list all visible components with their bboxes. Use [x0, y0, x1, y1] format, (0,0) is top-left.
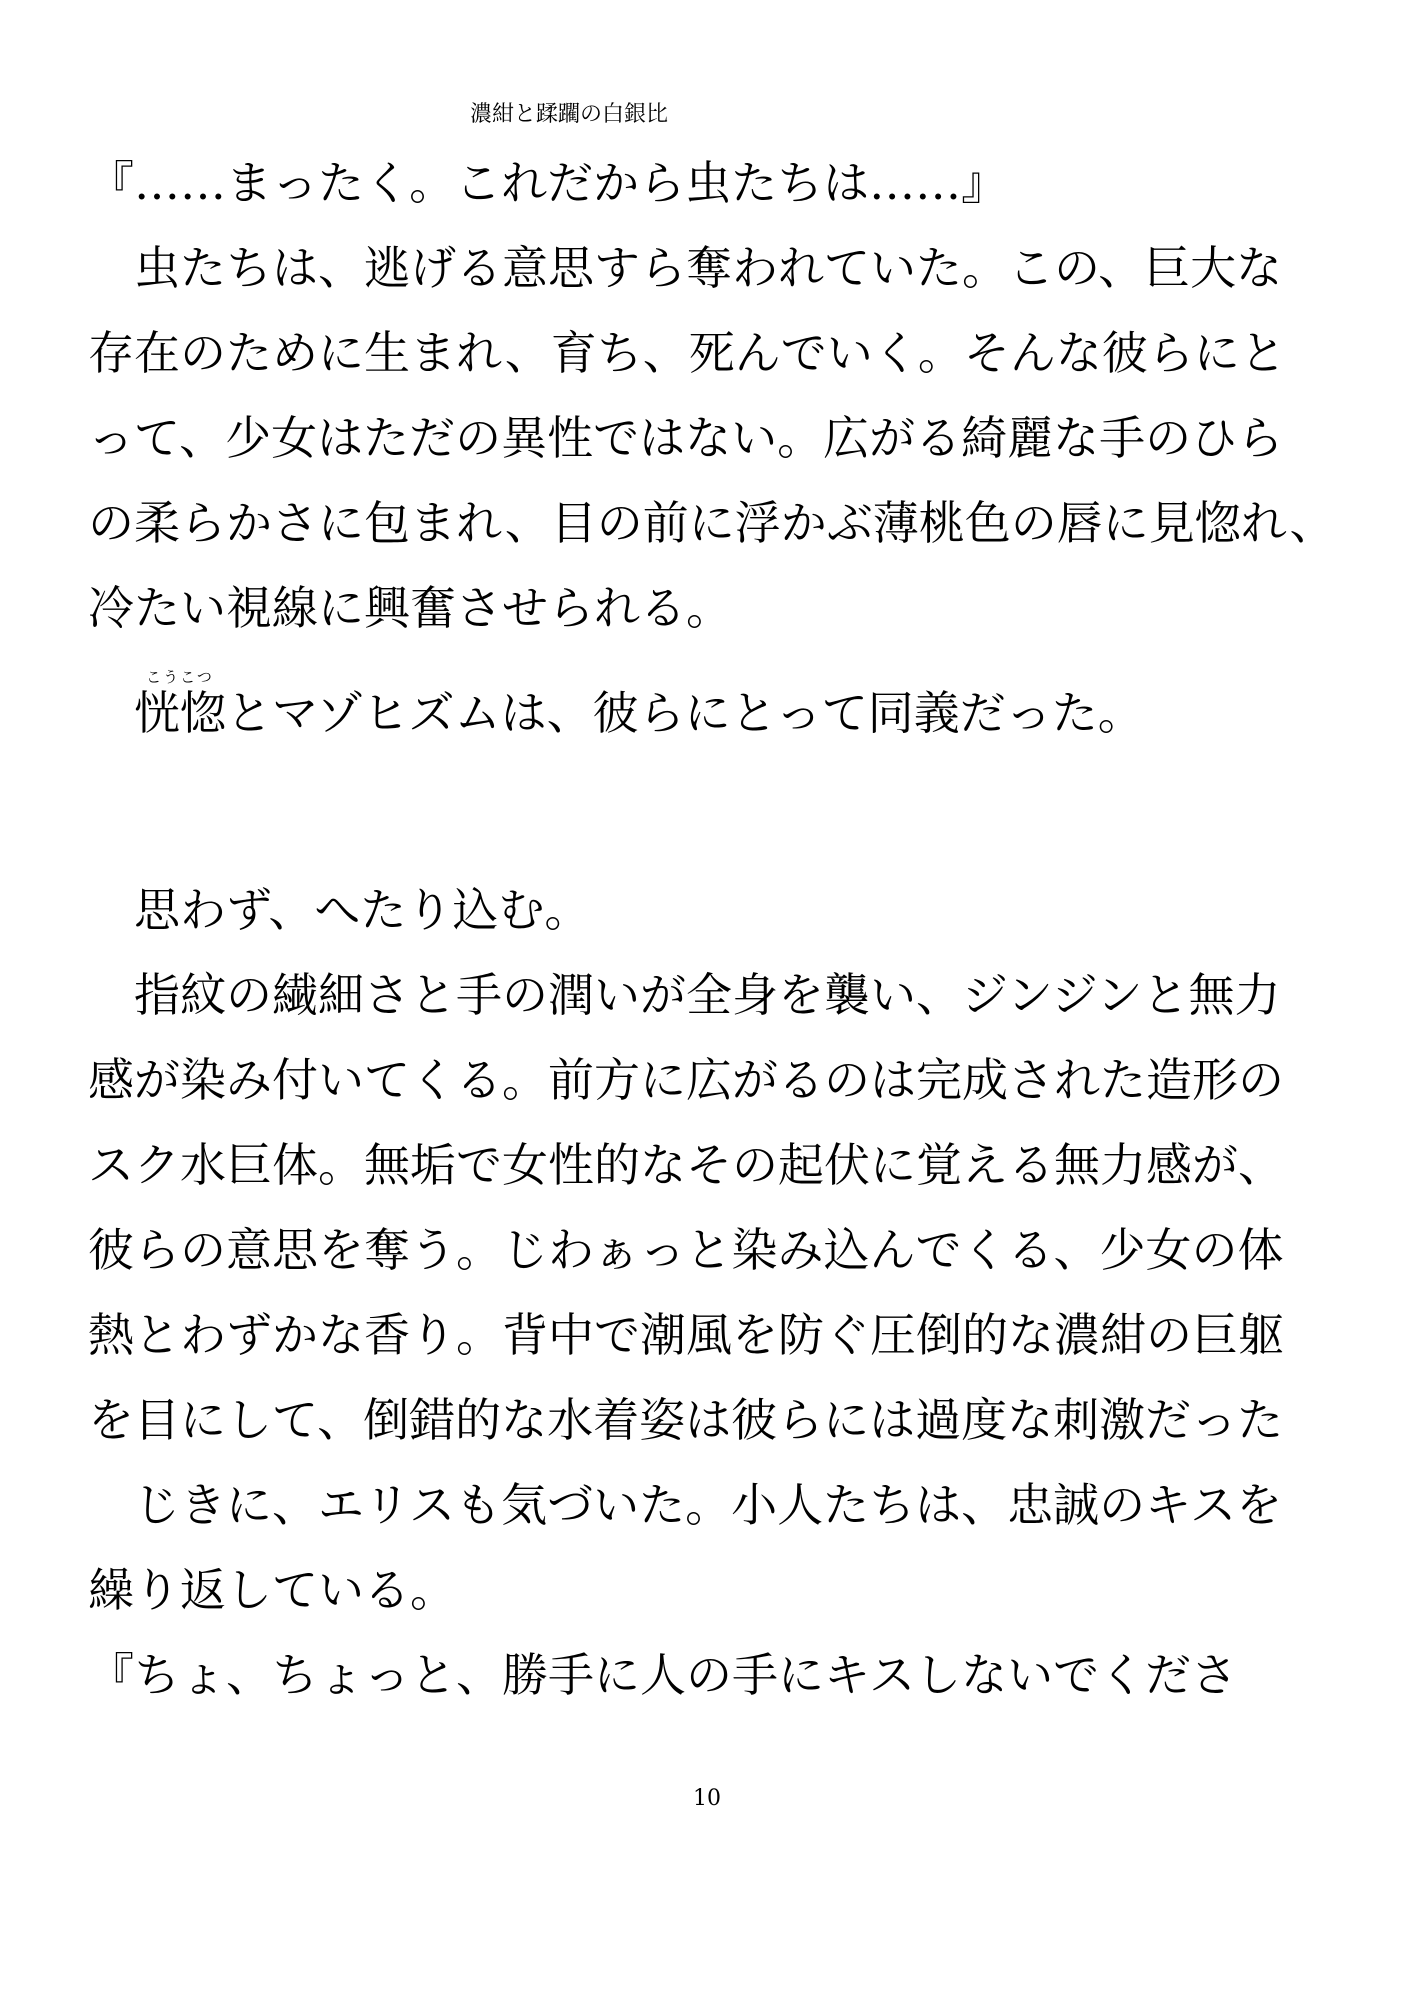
- text-line: 指紋の繊細さと手の潤いが全身を襲い、ジンジンと無力: [134, 968, 1281, 1022]
- text-line: を目にして、倒錯的な水着姿は彼らには過度な刺激だった: [88, 1393, 1284, 1447]
- ruby-base: 恍惚: [134, 686, 226, 740]
- text-line: 繰り返している。: [88, 1563, 456, 1617]
- text-line: 熱とわずかな香り。背中で潮風を防ぐ圧倒的な濃紺の巨躯: [88, 1308, 1284, 1362]
- text-line: スク水巨体。無垢で女性的なその起伏に覚える無力感が、: [88, 1138, 1284, 1192]
- ruby-reading: こうこつ: [146, 668, 214, 686]
- text-line: じきに、エリスも気づいた。小人たちは、忠誠のキスを: [134, 1478, 1283, 1532]
- text-line: 冷たい視線に興奮させられる。: [88, 581, 732, 635]
- text-line: 思わず、へたり込む。: [134, 883, 591, 937]
- ruby-word: [134, 668, 226, 740]
- text-line: って、少女はただの異性ではない。広がる綺麗な手のひら: [88, 411, 1284, 465]
- text-line: 存在のために生まれ、育ち、死んでいく。そんな彼らにと: [88, 326, 1286, 380]
- text-line: 彼らの意思を奪う。じわぁっと染み込んでくる、少女の体: [88, 1223, 1284, 1277]
- text-line-with-ruby: [134, 668, 1144, 740]
- page-number: 10: [693, 1786, 721, 1811]
- text-line: 虫たちは、逃げる意思すら奪われていた。この、巨大な: [134, 241, 1283, 295]
- text-line: 感が染み付いてくる。前方に広がるのは完成された造形の: [88, 1053, 1284, 1107]
- ruby-line-rest: とマゾヒズムは、彼らにとって同義だった。: [226, 686, 1144, 740]
- text-line: の柔らかさに包まれ、目の前に浮かぶ薄桃色の唇に見惚れ、: [88, 496, 1336, 550]
- text-line: 『……まったく。これだから虫たちは……』: [88, 156, 1008, 210]
- text-line: 『ちょ、ちょっと、勝手に人の手にキスしないでくださ: [88, 1648, 1238, 1702]
- running-header: 濃紺と蹂躙の白銀比: [470, 102, 669, 127]
